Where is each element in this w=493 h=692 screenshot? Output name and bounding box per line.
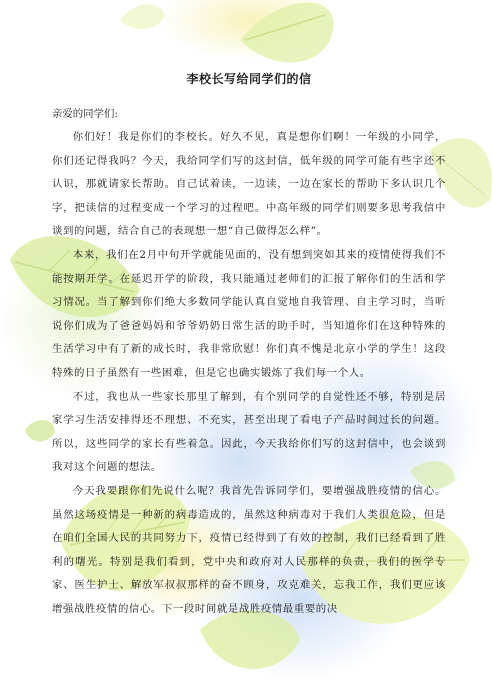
letter-paragraph-1: 你们好！我是你们的李校长。好久不见，真是想你们啊！一年级的小同学，你们还记得我吗？今天，我给同学们写的这封信，低年级的同学可能有些字还不认识，那就请家长帮助。自己试着读，一边读，一边在家长的帮助下多认识几个字，把读信的过程变成一个学习的过程吧。中高年级的同学们则要多思考我信中谈到的问题，结合自己的表现想一想“自己做得怎么样”。 [52, 131, 446, 238]
letter-page [52, 62, 446, 621]
letter-title: 李校长写给同学们的信 [186, 72, 312, 86]
letter-paragraph-2: 本来，我们在2月中旬开学就能见面的，没有想到突如其来的疫情使得我们不能按期开学。在延迟开学的阶段，我只能通过老师们的汇报了解你们的生活和学习情况。当了解到你们绝大多数同学能认真自觉地自我管理、自主学习时，当听说你们成为了爸爸妈妈和爷爷奶奶日常生活的助手时，当知道你们在这种特殊的生活学习中有了新的成长时，我非常欣慰！你们真不愧是北京小学的学生！这段特殊的日子虽然有一些困难，但是它也确实锻炼了我们每一个人。 [52, 248, 446, 379]
letter-greeting: 亲爱的同学们: [52, 108, 118, 120]
letter-paragraph-4: 今天我要跟你们先说什么呢？我首先告诉同学们，要增强战胜疫情的信心。虽然这场疫情是一种新的病毒造成的，虽然这种病毒对于我们人类很危险，但是在咱们全国人民的共同努力下，疫情已经得到了有效的控制，我们已经看到了胜利的曙光。特别是我们看到，党中央和政府对人民那样的负责，我们的医学专家、医生护士、解放军叔叔那样的奋不顾身，攻克难关，忘我工作，我们更应该增强战胜疫情的信心。下一段时间就是战胜疫情最重要的决 [52, 484, 446, 615]
leaf-left-small [25, 420, 55, 441]
leaf-top-left [120, 4, 165, 29]
letter-paragraph-3: 不过，我也从一些家长那里了解到，有个别同学的自觉性还不够，特别是居家学习生活安排得还不理想、不充实，甚至出现了看电子产品时间过长的问题。所以，这些同学的家长有些着急。因此，今天我给你们写的这封信中，也会谈到我对这个问题的想法。 [52, 390, 446, 474]
